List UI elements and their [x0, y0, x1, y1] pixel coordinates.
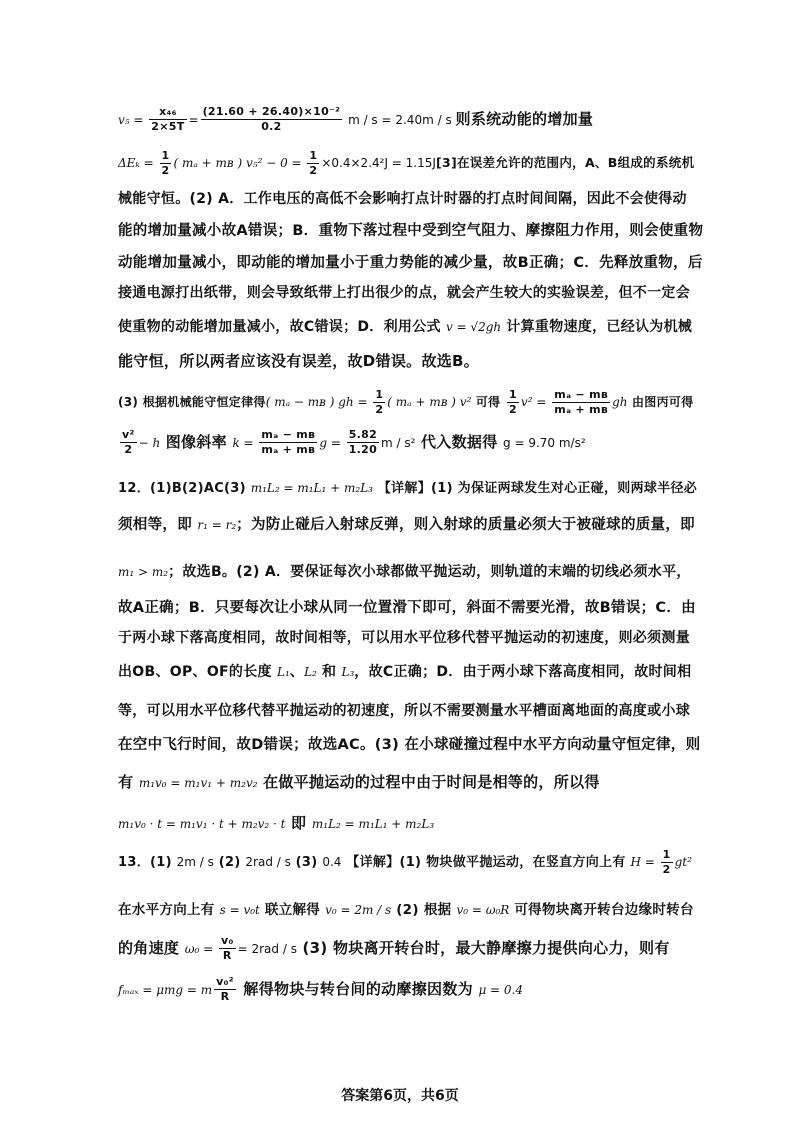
- text-line: [118, 428, 703, 457]
- math-run: v = √2gh: [445, 320, 502, 334]
- text-run: (3): [290, 855, 323, 870]
- fraction: [347, 428, 379, 457]
- fraction: [552, 388, 610, 417]
- math-run: v₀ = 2m / s: [325, 903, 392, 917]
- text-run: m / s²: [381, 436, 416, 450]
- math-run: gt²: [674, 855, 692, 869]
- text-line: [118, 316, 703, 336]
- text-run: ×0.4×2.4²J = 1.15J: [321, 156, 436, 170]
- math-run: H =: [630, 855, 659, 869]
- text-run: 接通电源打出纸带，则会导致纸带上打出很少的点，就会产生较大的实验误差，但不一定会: [118, 285, 690, 301]
- text-run: 计算重物速度，已经认为机械: [501, 319, 693, 335]
- text-run: (2) 根据: [391, 902, 457, 918]
- text-run: g = 9.70 m/s²: [503, 436, 586, 450]
- fraction-numerator: 1: [161, 149, 170, 162]
- text-run: 须相等，即: [118, 517, 198, 533]
- text-line: [118, 848, 703, 877]
- math-run: s = v₀t: [219, 903, 260, 917]
- text-line: [118, 898, 703, 918]
- text-run: (2): [213, 855, 246, 870]
- text-run: 13．(1): [118, 855, 177, 870]
- text-run: 能守恒，所以两者应该没有误差，故D错误。故选B。: [118, 352, 480, 370]
- fraction: [214, 975, 236, 1004]
- math-run: ( mₐ − mʙ ) gh =: [265, 395, 372, 409]
- fraction-denominator: 2×5T: [151, 120, 185, 133]
- fraction-denominator: 2: [124, 443, 133, 456]
- text-line: [118, 350, 703, 371]
- text-line: [118, 251, 703, 272]
- text-line: [118, 388, 703, 417]
- fraction: [219, 934, 236, 963]
- text-run: 在水平方向上有: [118, 902, 220, 918]
- text-line: [118, 771, 703, 792]
- text-run: 可得物块离开转台边缘时转台: [509, 902, 694, 918]
- fraction-numerator: 1: [375, 388, 384, 401]
- text-run: 【详解】(1) 为保证两球发生对心正碰，则两球半径必: [373, 481, 698, 496]
- math-run: =: [188, 113, 199, 127]
- fraction-numerator: 1: [662, 848, 671, 861]
- text-line: [118, 596, 703, 617]
- text-line: [118, 661, 703, 681]
- text-line: [118, 477, 703, 496]
- math-run: m₁v₀ = m₁v₁ + m₂v₂: [138, 776, 258, 790]
- fraction-numerator: v₀²: [216, 975, 234, 988]
- text-line: [118, 282, 703, 302]
- fraction-denominator: 2: [161, 164, 170, 177]
- math-run: v₀ = ω₀R: [456, 903, 510, 917]
- fraction: [149, 105, 186, 134]
- text-run: (3) 物块离开转台时，最大静摩擦力提供向心力，则有: [296, 939, 670, 957]
- text-line: [118, 561, 703, 581]
- text-run: 动能增加量减小，即动能的增加量小于重力势能的减少量，故B正确；C．先释放重物，后: [118, 255, 703, 271]
- text-line: [118, 513, 703, 534]
- fraction-numerator: 5.82: [348, 428, 378, 441]
- page-footer: 答案第6页，共6页: [341, 1088, 459, 1104]
- math-run: ( mₐ + mʙ ) v²: [387, 395, 472, 409]
- text-line: [118, 975, 703, 1004]
- math-run: μ = 0.4: [478, 983, 524, 997]
- text-run: 【详解】(1) 物块做平抛运动，在竖直方向上有: [341, 855, 631, 870]
- fraction: [307, 149, 319, 178]
- fraction-denominator: 2: [662, 863, 671, 876]
- text-run: 解得物块与转台间的动摩擦因数为: [237, 980, 479, 998]
- text-run: 等，可以用水平位移代替平抛运动的初速度，所以不需要测量水平槽面离地面的高度或小球: [118, 703, 690, 719]
- math-run: m₁L₂ = m₁L₁ + m₂L₃: [311, 817, 435, 831]
- text-line: [118, 812, 703, 833]
- fraction-numerator: v²: [122, 428, 135, 441]
- text-line: [118, 627, 703, 647]
- fraction-denominator: 2: [375, 403, 384, 416]
- math-run: m₁L₂ = m₁L₁ + m₂L₃: [250, 481, 373, 495]
- text-run: 2m / s: [176, 855, 214, 869]
- text-run: 12．(1)B(2)AC(3): [118, 481, 251, 496]
- math-run: v² =: [520, 395, 551, 409]
- text-line: [118, 105, 703, 134]
- text-run: 械能守恒。(2) A．工作电压的高低不会影响打点计时器的打点时间间隔，因此不会使得动: [118, 191, 687, 207]
- text-run: [3]在误差允许的范围内，A、B组成的系统机: [435, 155, 695, 170]
- text-line: [118, 733, 703, 754]
- text-run: 出OB、OP、OF的长度: [118, 664, 277, 680]
- math-run: L₂: [304, 665, 317, 679]
- text-run: ；故选B。(2) A．要保证每次小球都做平抛运动，则轨道的末端的切线必须水平，: [168, 564, 691, 580]
- fraction: [661, 848, 673, 877]
- text-run: 图像斜率: [160, 433, 233, 451]
- math-run: m₁ > m₂: [118, 565, 169, 579]
- text-line: [118, 188, 703, 208]
- math-run: k =: [232, 436, 258, 450]
- text-run: 联立解得: [259, 902, 326, 918]
- math-run: v₅ =: [118, 113, 148, 127]
- fraction: [160, 149, 172, 178]
- text-run: 和: [316, 664, 342, 680]
- math-run: L₁: [276, 665, 290, 679]
- fraction-numerator: mₐ − mʙ: [554, 388, 609, 401]
- math-run: − h: [138, 436, 161, 450]
- fraction-numerator: 1: [508, 388, 517, 401]
- fraction: [120, 428, 137, 457]
- fraction-denominator: R: [220, 990, 230, 1003]
- fraction-denominator: 0.2: [261, 120, 282, 133]
- text-line: [118, 934, 703, 963]
- text-run: (3) 根据机械能守恒定律得: [118, 395, 266, 409]
- fraction: [259, 428, 317, 457]
- text-line: [118, 219, 703, 240]
- fraction-denominator: 2: [508, 403, 517, 416]
- fraction-numerator: mₐ − mʙ: [261, 428, 316, 441]
- fraction-denominator: 2: [309, 164, 318, 177]
- fraction-denominator: R: [222, 949, 232, 962]
- text-run: 故A正确；B．只要每次让小球从同一位置滑下即可，斜面不需要光滑，故B错误；C．由: [118, 600, 696, 616]
- text-run: 0.4: [322, 855, 342, 869]
- fraction: [373, 388, 385, 417]
- text-run: 使重物的动能增加量减小，故C错误；D．利用公式: [118, 319, 446, 335]
- text-run: 则系统动能的增加量: [455, 110, 594, 128]
- fraction-numerator: (21.60 + 26.40)×10⁻²: [202, 105, 341, 118]
- text-run: 在空中飞行时间，故D错误；故选AC。(3) 在小球碰撞过程中水平方向动量守恒定律，则: [118, 737, 701, 753]
- math-run: gh: [612, 395, 628, 409]
- fraction-numerator: x₄₆: [149, 105, 186, 120]
- math-run: fₘₐₓ = μmg = m: [118, 983, 213, 997]
- math-run: r₁ = r₂: [197, 518, 237, 532]
- text-line: [118, 700, 703, 720]
- text-run: 能的增加量减小故A错误；B．重物下落过程中受到空气阻力、摩擦阻力作用，则会使重物: [118, 223, 704, 239]
- text-run: ，故C正确；D．由于两小球下落高度相同，故时间相: [354, 664, 692, 680]
- text-run: m / s = 2.40m / s: [344, 113, 456, 127]
- fraction-denominator: 1.20: [348, 443, 378, 456]
- math-run: ω₀ =: [184, 942, 218, 956]
- text-run: 在做平抛运动的过程中由于时间是相等的，所以得: [257, 773, 600, 791]
- text-run: 的角速度: [118, 939, 185, 957]
- fraction: [507, 388, 519, 417]
- text-run: 于两小球下落高度相同，故时间相等，可以用水平位移代替平抛运动的初速度，则必须测量: [118, 630, 690, 646]
- text-run: 2rad / s: [245, 855, 291, 869]
- text-run: ；为防止碰后入射球反弹，则入射球的质量必须大于被碰球的质量，即: [236, 517, 695, 533]
- text-run: 由图丙可得: [627, 395, 694, 409]
- text-run: 代入数据得: [415, 433, 504, 451]
- text-line: [118, 149, 703, 178]
- math-run: ΔEₖ =: [118, 156, 158, 170]
- fraction: [201, 105, 343, 134]
- text-run: 即: [285, 814, 312, 832]
- math-run: L₃: [341, 665, 355, 679]
- fraction-denominator: mₐ + mʙ: [261, 443, 316, 456]
- fraction-numerator: v₀: [221, 934, 234, 947]
- text-run: 、: [289, 664, 305, 680]
- math-run: ( mₐ + mʙ ) v₅² − 0 =: [173, 156, 306, 170]
- text-run: = 2rad / s: [237, 942, 297, 956]
- math-run: m₁v₀ · t = m₁v₁ · t + m₂v₂ · t: [118, 817, 286, 831]
- math-run: g =: [319, 436, 345, 450]
- fraction-numerator: 1: [309, 149, 318, 162]
- text-run: 有: [118, 773, 139, 791]
- text-run: 可得: [471, 395, 505, 409]
- fraction-denominator: mₐ + mʙ: [554, 403, 609, 416]
